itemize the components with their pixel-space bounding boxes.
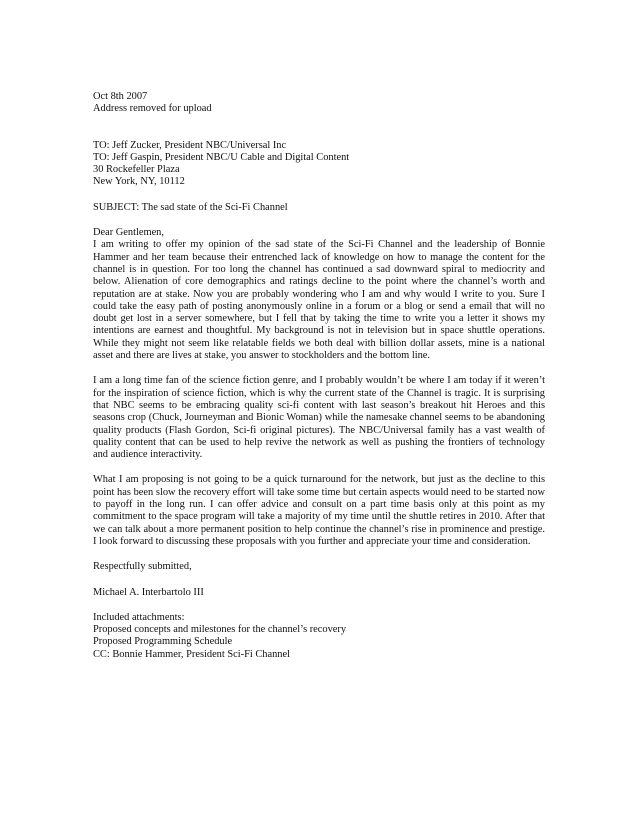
spacer: [93, 461, 545, 474]
attachments-block: [93, 612, 545, 661]
spacer: [93, 189, 545, 202]
body-paragraph: I am a long time fan of the science fiction genre, and I probably wouldn’t be where I am today if it weren’t for the inspiration of science fiction, which is why the current state of the Channel is tragic. It is surprising that NBC seems to be embracing quality sci-fi content with last season’s breakout hit Heroes and this seasons crop (Chuck, Journeyman and Bionic Woman) while the namesake channel seems to be abandoning quality products (Flash Gordon, Sci-fi original pictures). The NBC/Universal family has a vast wealth of quality content that can be used to help revive the network as well as pushing the frontiers of technology and audience interactivity.: [93, 375, 545, 461]
spacer: [93, 214, 545, 227]
cc-line: CC: Bonnie Hammer, President Sci-Fi Channel: [93, 648, 290, 660]
recipient-line: 30 Rockefeller Plaza: [93, 164, 180, 176]
recipient-block: [93, 140, 545, 189]
spacer: [93, 116, 545, 140]
attachment-item: Proposed concepts and milestones for the channel’s recovery: [93, 624, 347, 636]
subject-line: SUBJECT: The sad state of the Sci-Fi Channel: [93, 201, 288, 213]
attachments-heading: Included attachments:: [93, 611, 185, 623]
body-paragraph: I am writing to offer my opinion of the sad state of the Sci-Fi Channel and the leadership of Bonnie Hammer and her team because their entrenched lack of knowledge on how to manage the content for the channel is in question. For too long the channel has continued a sad downward spiral to mediocrity and below. Alienation of core demographics and ratings decline to the point where the channel’s worth and reputation are at stake. Now you are probably wondering who I am and why would I write to you. Sure I could take the easy path of posting anonymously online in a forum or a blog or send a email that will no doubt get lost in a server somewhere, but I fell that by taking the time to write you a letter it shows my intentions are earnest and thoughtful. My background is not in television but in space shuttle operations. While they might not seem like relatable fields we both deal with billion dollar assets, mine is a national asset and there are lives at stake, you answer to stockholders and the bottom line.: [93, 239, 545, 362]
spacer: [93, 548, 545, 561]
spacer: [93, 574, 545, 587]
spacer: [93, 599, 545, 612]
sender-address: Address removed for upload: [93, 103, 212, 115]
spacer: [93, 362, 545, 375]
recipient-line: TO: Jeff Gaspin, President NBC/U Cable and Digital Content: [93, 151, 350, 163]
recipient-line: New York, NY, 10112: [93, 176, 185, 188]
closing: Respectfully submitted,: [93, 561, 192, 573]
attachment-item: Proposed Programming Schedule: [93, 636, 233, 648]
letter-date: Oct 8th 2007: [93, 91, 148, 102]
recipient-line: TO: Jeff Zucker, President NBC/Universal Inc: [93, 139, 287, 151]
body-paragraph: What I am proposing is not going to be a quick turnaround for the network, but just as the decline to this point has been slow the recovery effort will take some time but certain aspects would need to be started now to payoff in the long run. I can offer advice and consult on a part time basis only at this point as my commitment to the space program will take a majority of my time until the shuttle retires in 2010. After that we can talk about a more permanent position to help continue the channel’s rise in prominence and prestige. I look forward to discussing these proposals with you further and appreciate your time and consideration.: [93, 474, 545, 547]
signature-name: Michael A. Interbartolo III: [93, 586, 204, 598]
salutation: Dear Gentlemen,: [93, 227, 164, 239]
letter-page: [93, 91, 545, 661]
